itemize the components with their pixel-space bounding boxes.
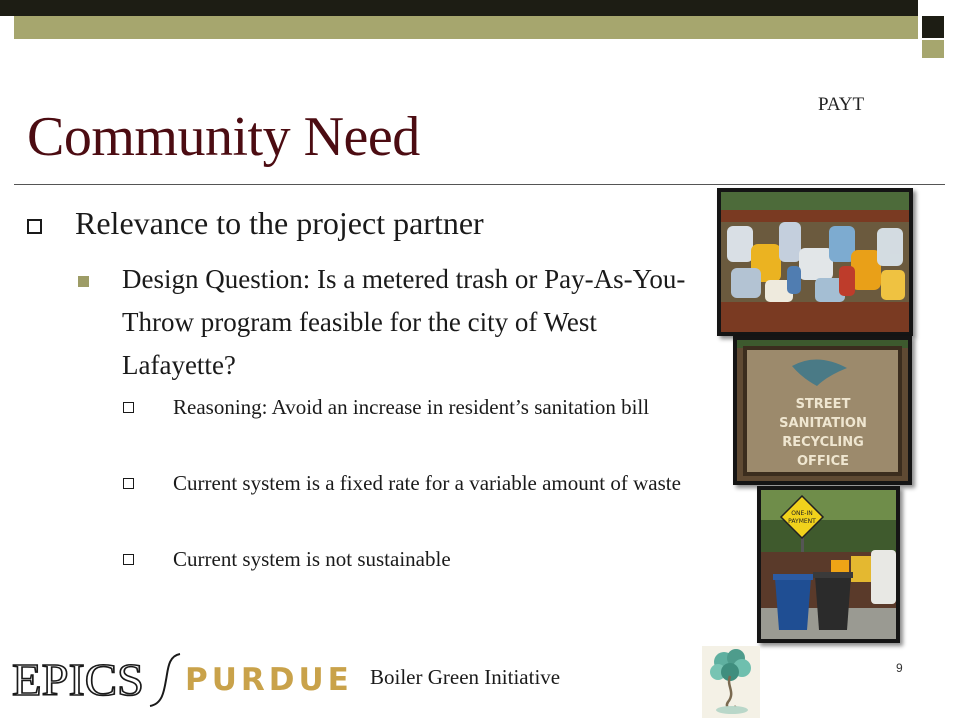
hollow-square-bullet-icon: [123, 402, 134, 413]
bullet-level-3-text: Current system is a fixed rate for a variable amount of waste: [173, 471, 681, 495]
bullet-level-1-text: Relevance to the project partner: [75, 205, 484, 241]
bullet-level-2-text: Design Question: Is a metered trash or Pay-As-You-Throw program feasible for the city of West Lafayette?: [122, 264, 686, 380]
corner-square-dark: [922, 16, 944, 38]
epics-logo-text: EPICS: [12, 655, 144, 703]
top-bar-dark: [0, 0, 918, 16]
bins-sign-line: PAYMENT: [788, 518, 816, 525]
top-bar-olive: [14, 16, 918, 39]
tree-logo-icon: [702, 646, 760, 718]
photo-waste-bins: [757, 486, 900, 643]
corner-label: PAYT: [818, 94, 865, 115]
logo-divider-swash-icon: [146, 650, 186, 710]
slide-title: Community Need: [27, 106, 420, 168]
hollow-square-bullet-icon: [123, 478, 134, 489]
epics-logo: [10, 655, 150, 703]
sign-line: OFFICE: [796, 454, 850, 469]
hollow-square-bullet-icon: [123, 554, 134, 565]
sign-line: SANITATION: [779, 416, 867, 431]
page-number: 9: [896, 661, 903, 675]
sign-line: RECYCLING: [782, 435, 864, 450]
sign-line: STREET: [795, 397, 851, 412]
bins-sign-line: ONE-IN: [791, 510, 813, 517]
title-divider: [14, 184, 945, 185]
footer-center-text: Boiler Green Initiative: [370, 665, 561, 689]
photo-recycling-bottles: [717, 188, 913, 336]
filled-square-bullet-icon: [78, 276, 89, 287]
purdue-logo-text: PURDUE: [185, 662, 353, 698]
hollow-square-bullet-icon: [27, 219, 42, 234]
bullet-level-3-text: Current system is not sustainable: [173, 547, 451, 571]
photo-sanitation-sign: [733, 336, 912, 485]
bullet-level-3-text: Reasoning: Avoid an increase in resident’s sanitation bill: [173, 395, 650, 419]
corner-square-olive: [922, 40, 944, 58]
